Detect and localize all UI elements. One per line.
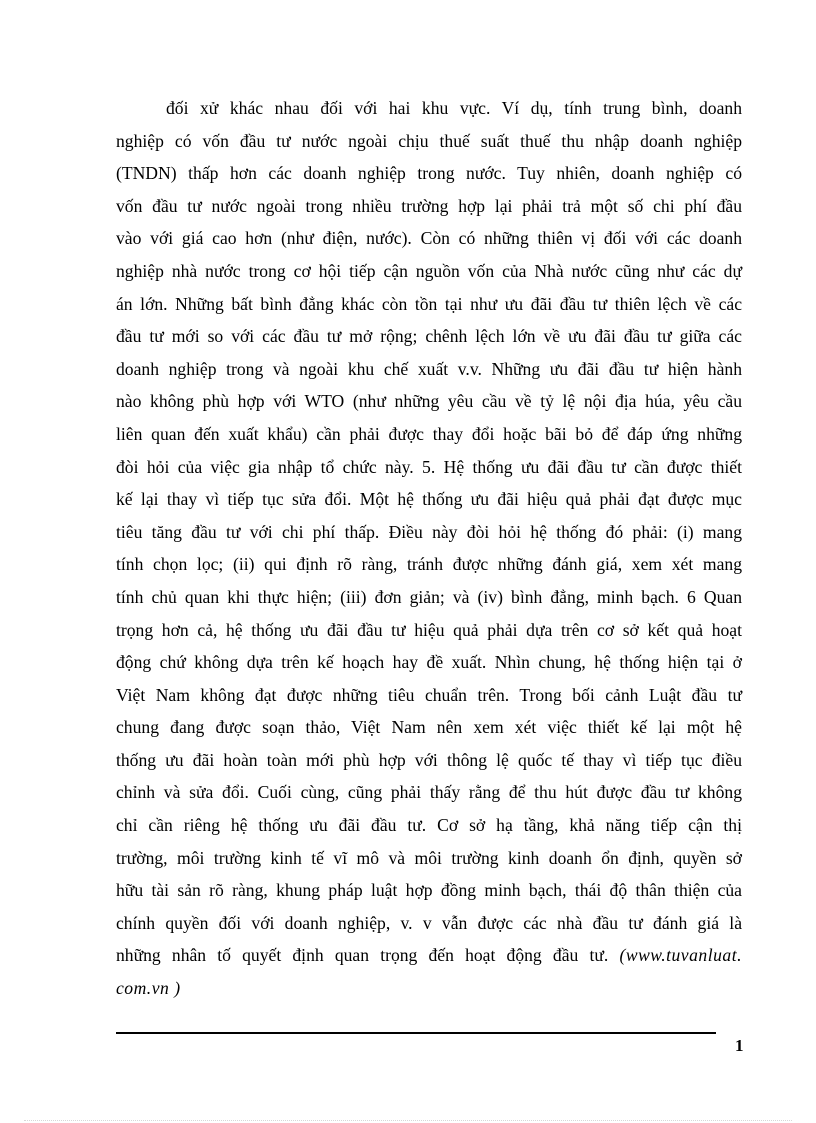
text-line-22: chỉnh và sửa đổi. Cuối cùng, cũng phải thấy rằng để thu hút được đầu tư không: [116, 782, 742, 803]
text-line-10: nào không phù hợp với WTO (như những yêu cầu về tỷ lệ nội địa húa, yêu cầu: [116, 391, 742, 412]
text-line-21: thống ưu đãi hoàn toàn mới phù hợp với thông lệ quốc tế thay vì tiếp tục điều: [116, 749, 742, 770]
text-line-4: vốn đầu tư nước ngoài trong nhiều trường hợp lại phải trả một số chi phí đầu: [116, 195, 742, 216]
text-line-7: án lớn. Những bất bình đẳng khác còn tồn tại như ưu đãi đầu tư thiên lệch về các: [116, 293, 742, 314]
text-line-5: vào với giá cao hơn (như điện, nước). Còn có những thiên vị đối với các doanh: [116, 228, 742, 249]
text-line-3: (TNDN) thấp hơn các doanh nghiệp trong nước. Tuy nhiên, doanh nghiệp có: [116, 163, 742, 184]
text-line-17: trọng hơn cả, hệ thống ưu đãi đầu tư hiệu quả phải dựa trên cơ sở kết quả hoạt: [116, 619, 742, 640]
text-line-12: đòi hỏi của việc gia nhập tổ chức này. 5. Hệ thống ưu đãi đầu tư cần được thiết: [116, 456, 742, 477]
text-line-19: Việt Nam không đạt được những tiêu chuẩn trên. Trong bối cảnh Luật đầu tư: [116, 684, 742, 705]
text-line-25: hữu tài sản rõ ràng, khung pháp luật hợp đồng minh bạch, thái độ thân thiện của: [116, 880, 742, 901]
text-line-15: tính chọn lọc; (ii) qui định rõ ràng, tránh được những đánh giá, xem xét mang: [116, 554, 742, 575]
text-line-9: doanh nghiệp trong và ngoài khu chế xuất v.v. Những ưu đãi đầu tư hiện hành: [116, 358, 742, 379]
body-paragraph: [116, 92, 742, 1005]
text-line-18: động chứ không dựa trên kế hoạch hay đề xuất. Nhìn chung, hệ thống hiện tại ở: [116, 652, 742, 673]
page-number: 1: [735, 1036, 744, 1055]
text-line-23: chỉ cần riêng hệ thống ưu đãi đầu tư. Cơ sở hạ tầng, khả năng tiếp cận thị: [116, 815, 742, 836]
text-line-6: nghiệp nhà nước trong cơ hội tiếp cận nguồn vốn của Nhà nước cũng như các dự: [116, 260, 742, 281]
text-line-13: kế lại thay vì tiếp tục sửa đổi. Một hệ thống ưu đãi hiệu quả phải đạt được mục: [116, 489, 742, 510]
text-line-27: [116, 939, 742, 972]
text-line-26: chính quyền đối với doanh nghiệp, v. v vẫn được các nhà đầu tư đánh giá là: [116, 912, 742, 933]
text-line-24: trường, môi trường kinh tế vĩ mô và môi trường kinh doanh ổn định, quyền sở: [116, 847, 742, 868]
citation-url-end: com.vn ): [116, 978, 181, 999]
text-line-8: đầu tư mới so với các đầu tư mở rộng; chênh lệch lớn về ưu đãi đầu tư giữa các: [116, 326, 742, 347]
text-line-2: nghiệp có vốn đầu tư nước ngoài chịu thuế suất thuế thu nhập doanh nghiệp: [116, 130, 742, 151]
text-line-27-body: những nhân tố quyết định quan trọng đến hoạt động đầu tư.: [116, 945, 609, 966]
text-line-28: [116, 972, 742, 1005]
text-line-1: đối xử khác nhau đối với hai khu vực. Ví dụ, tính trung bình, doanh: [166, 98, 742, 118]
text-line-16: tính chủ quan khi thực hiện; (iii) đơn giản; và (iv) bình đẳng, minh bạch. 6 Quan: [116, 586, 742, 607]
footer-divider: [116, 1032, 716, 1034]
citation-url-start: (www.tuvanluat.: [619, 945, 742, 966]
text-line-11: liên quan đến xuất khẩu) cần phải được thay đổi hoặc bãi bỏ để đáp ứng những: [116, 423, 742, 444]
text-line-14: tiêu tăng đầu tư với chi phí thấp. Điều này đòi hỏi hệ thống đó phải: (i) mang: [116, 521, 742, 542]
page-bottom-dotted-edge: [24, 1120, 792, 1121]
text-line-20: chung đang được soạn thảo, Việt Nam nên xem xét việc thiết kế lại một hệ: [116, 717, 742, 738]
